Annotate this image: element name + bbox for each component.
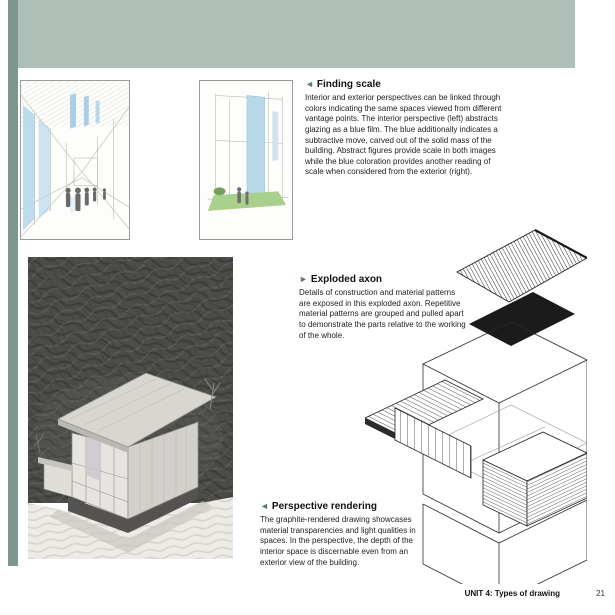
footer-page-number: 21 bbox=[596, 589, 605, 598]
interior-perspective-figure bbox=[20, 80, 130, 240]
exploded-axon-body: Details of construction and material patterns are exposed in this exploded axon. Repetitive material patterns are grouped and pulled apart to demonstrate the parts relative to the working of the whole. bbox=[299, 288, 466, 340]
finding-scale-title: ◄ Finding scale bbox=[305, 79, 381, 90]
left-spine-bar bbox=[8, 0, 18, 566]
exploded-axon-title: ► Exploded axon bbox=[299, 274, 383, 285]
graphite-rendering-figure bbox=[28, 257, 233, 559]
left-arrow-icon: ◄ bbox=[305, 79, 314, 89]
left-arrow-icon: ◄ bbox=[260, 501, 269, 511]
finding-scale-body: Interior and exterior perspectives can be linked through colors indicating the same spaces viewed from different vantage points. The interior perspective (left) abstracts glazing as a blue film. The blue additionally indicates a subtractive move, carved out of the solid mass of the building. Abstract figures provide scale in both images while the blue coloration provides another reading of scale when considered from the exterior (right). bbox=[305, 93, 502, 177]
exterior-perspective-figure bbox=[199, 80, 293, 240]
exploded-axon-figure bbox=[365, 222, 587, 584]
footer-unit-label: UNIT 4: Types of drawing bbox=[464, 589, 560, 598]
finding-scale-caption bbox=[305, 79, 505, 178]
page-footer bbox=[0, 589, 615, 603]
graphite-rendering-drawing bbox=[28, 257, 233, 559]
perspective-rendering-body: The graphite-rendered drawing showcases material transparencies and light qualities in spaces. In the perspective, the depth of the interior space is discernable even from an exterior view of the building. bbox=[260, 515, 416, 567]
exterior-perspective-drawing bbox=[200, 81, 292, 239]
right-arrow-icon: ► bbox=[299, 274, 308, 284]
exploded-axon-drawing bbox=[365, 222, 587, 584]
top-color-band bbox=[18, 0, 575, 68]
interior-perspective-drawing bbox=[21, 81, 129, 239]
perspective-rendering-title: ◄ Perspective rendering bbox=[260, 501, 377, 512]
